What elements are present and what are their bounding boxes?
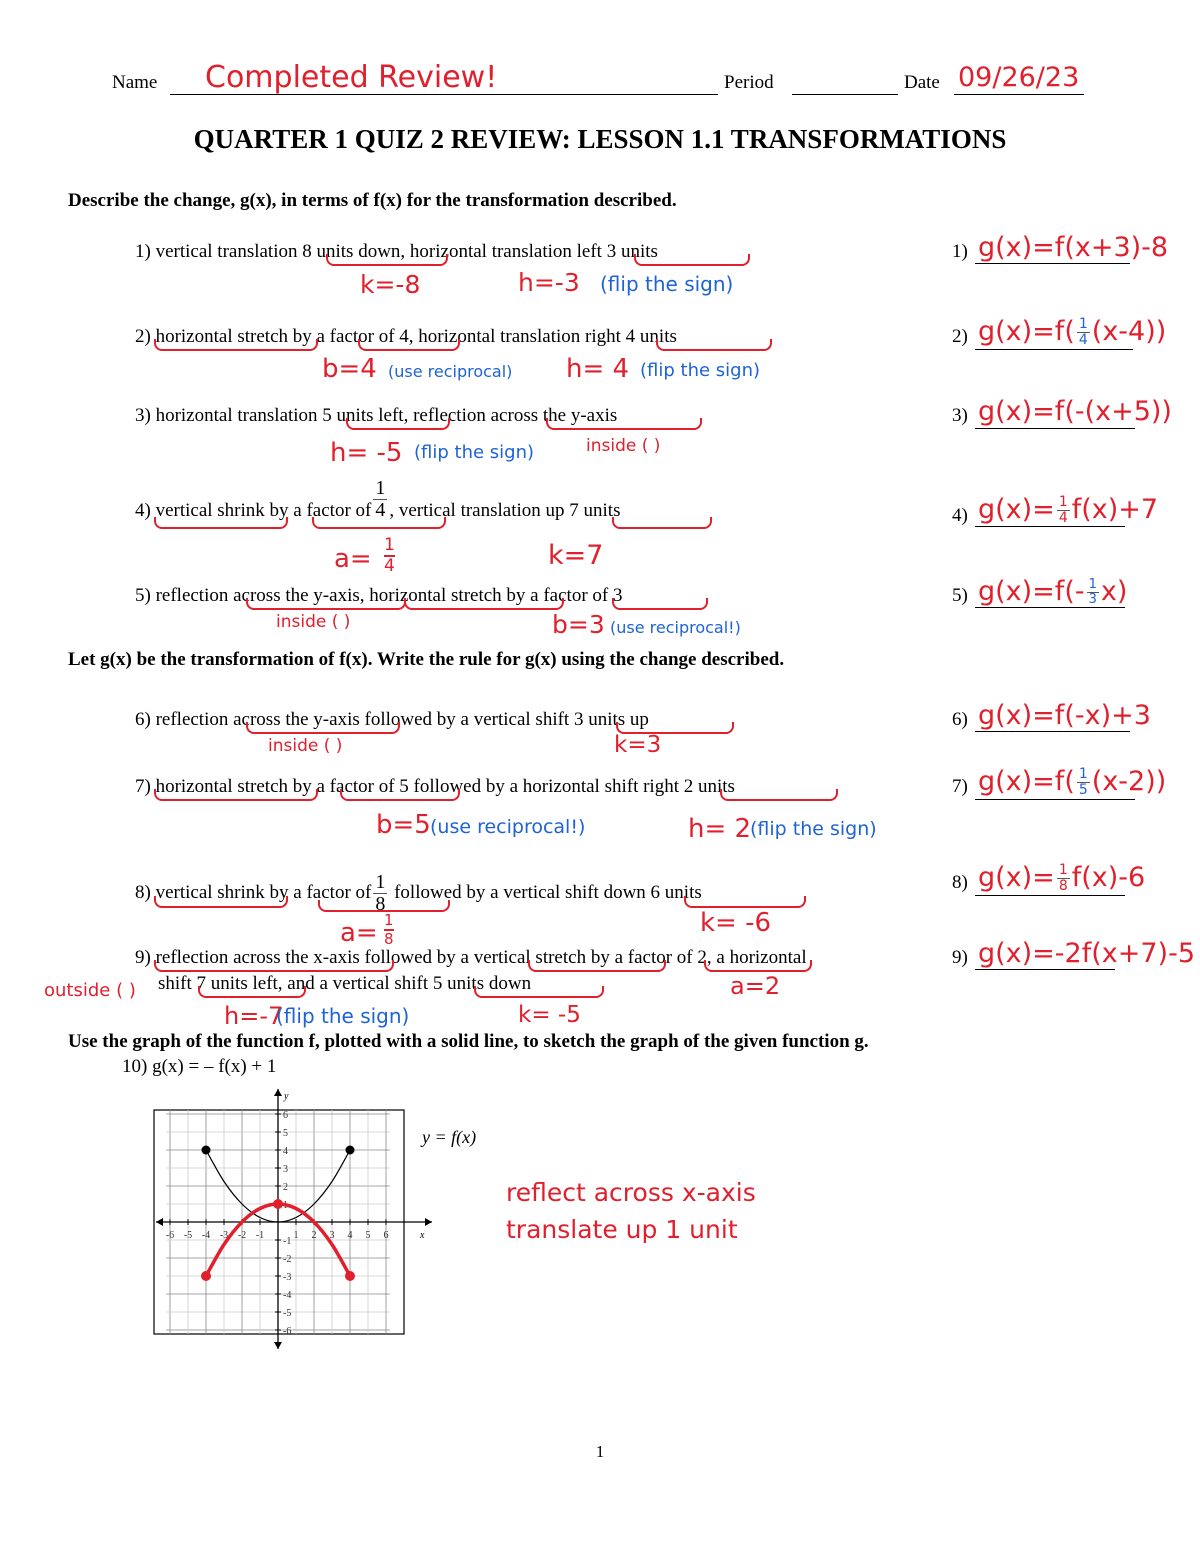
x-tick-label: -3 [219,1230,229,1241]
underline-mark [528,960,666,972]
answer-line [975,526,1125,527]
answer-5-suffix: x) [1100,576,1128,607]
question-9-line-2: shift 7 units left, and a vertical shift 5 units down [158,973,532,994]
answer-6[interactable]: g(x)=f(-x)+3 [978,700,1151,731]
fraction-numerator: 1 [1078,316,1088,333]
answer-8-fraction [1057,863,1070,893]
answer-number-8: 8) [952,872,968,893]
question-3: 3) horizontal translation 5 units left, reflection across the y-axis [135,405,618,426]
note-reflect: reflect across x-axis [506,1178,756,1207]
section2-instruction: Let g(x) be the transformation of f(x). Write the rule for g(x) using the change described. [68,649,785,670]
fraction-numerator: 1 [1088,577,1097,593]
answer-7[interactable] [978,766,1166,798]
underline-mark [154,896,288,908]
answer-7-fraction [1077,767,1090,797]
answer-3[interactable]: g(x)=f(-(x+5)) [978,396,1172,427]
graph-label: y = f(x) [422,1127,477,1147]
answer-9[interactable]: g(x)=-2f(x+7)-5 [978,938,1196,969]
note-translate: translate up 1 unit [506,1215,738,1244]
name-value[interactable]: Completed Review! [205,60,498,95]
fraction-numerator: 1 [375,477,386,499]
answer-4[interactable] [978,494,1158,526]
fraction-denominator: 4 [1078,332,1088,348]
note-outside: outside ( ) [44,980,136,1001]
y-tick-label: 6 [283,1110,288,1121]
x-tick-label: -6 [165,1230,175,1241]
answer-4-suffix: f(x)+7 [1071,494,1159,525]
underline-mark [358,339,460,351]
answer-5-fraction [1087,578,1099,606]
question-1: 1) vertical translation 8 units down, horizontal translation left 3 units [135,241,658,262]
underline-mark [720,789,838,801]
underline-mark [612,517,712,529]
answer-number-4: 4) [952,505,968,526]
underline-mark [154,789,318,801]
underline-mark [326,254,448,266]
date-label: Date [904,72,940,93]
answer-number-7: 7) [952,776,968,797]
note-a-fraction [384,536,395,575]
answer-line [975,263,1130,264]
note-inside: inside ( ) [276,612,351,632]
note-k: k= -5 [518,1002,581,1028]
underline-mark [612,598,708,610]
fraction-denominator: 4 [375,499,386,521]
question-6: 6) reflection across the y-axis followed by a vertical shift 3 units up [135,709,649,730]
note-inside: inside ( ) [268,736,343,756]
section1-instruction: Describe the change, g(x), in terms of f(x) for the transformation described. [68,190,677,211]
x-tick-label: 5 [365,1230,371,1241]
answer-number-3: 3) [952,405,968,426]
period-label: Period [724,72,774,93]
note-flip: (flip the sign) [750,818,877,840]
x-tick-label: 2 [311,1230,317,1241]
note-k: k=3 [614,732,662,758]
x-tick-label: 1 [293,1230,299,1241]
y-tick-label: 4 [283,1146,288,1157]
g-vertex [273,1199,283,1209]
f-endpoint [202,1146,211,1155]
question-4-fraction [373,478,387,521]
question-10: 10) g(x) = – f(x) + 1 [122,1056,277,1077]
note-b: b=4 [322,354,377,384]
y-tick-label: -6 [283,1326,292,1337]
note-h: h= 2 [688,814,752,844]
underline-mark [198,986,306,998]
note-b: b=5 [376,810,431,840]
y-tick-label: -5 [283,1308,292,1319]
answer-8[interactable] [978,862,1145,894]
y-axis-arrow-up [274,1089,282,1096]
answer-line [975,895,1125,896]
answer-2-suffix: (x-4)) [1091,316,1167,347]
name-label: Name [112,72,158,93]
g-endpoint [201,1271,211,1281]
underline-mark [546,418,702,430]
fraction-numerator: 1 [384,911,394,929]
note-a: a=2 [730,972,781,1000]
date-line [954,94,1084,95]
underline-mark [154,960,394,972]
y-tick-label: 1 [283,1200,288,1211]
question-2: 2) horizontal stretch by a factor of 4, horizontal translation right 4 units [135,326,677,347]
fraction-numerator: 1 [375,871,386,893]
underline-mark [474,986,604,998]
note-k: k=7 [548,540,604,571]
underline-mark [246,598,406,610]
fraction-numerator: 1 [1058,494,1068,511]
fraction-denominator: 8 [384,929,394,948]
underline-mark [634,254,750,266]
x-tick-label: -1 [255,1230,265,1241]
answer-line [975,731,1130,732]
note-h: h=-7 [224,1002,284,1030]
note-k: k=-8 [360,270,421,299]
answer-5[interactable] [978,576,1127,607]
y-axis-arrow-down [274,1342,282,1349]
answer-8-prefix: g(x)= [978,862,1055,893]
answer-line [975,428,1135,429]
note-reciprocal: (use reciprocal!) [610,618,741,637]
y-tick-label: 5 [283,1128,288,1139]
fraction-numerator: 1 [1058,862,1068,879]
note-k: k= -6 [700,908,772,938]
question-4-text-a: 4) vertical shrink by a factor of [135,499,372,521]
fraction-denominator: 5 [1078,782,1088,798]
answer-5-prefix: g(x)=f(- [978,576,1085,607]
g-endpoint [345,1271,355,1281]
note-flip: (flip the sign) [600,272,734,296]
transformation-graph[interactable] [150,1085,440,1355]
note-a: a= [340,918,378,948]
x-tick-label: 6 [383,1230,389,1241]
axis-x-label: x [420,1230,425,1241]
fraction-numerator: 1 [1078,766,1088,783]
question-9-line-1: 9) reflection across the x-axis followed by a vertical stretch by a factor of 2, a horizontal [135,947,807,968]
y-tick-label: -3 [283,1272,292,1283]
x-tick-label: -2 [237,1230,247,1241]
fraction-denominator: 4 [384,555,395,576]
note-inside: inside ( ) [586,436,661,456]
note-flip: (flip the sign) [414,442,535,463]
x-tick-label: -5 [183,1230,193,1241]
underline-mark [656,339,772,351]
note-b: b=3 [552,610,605,639]
question-7: 7) horizontal stretch by a factor of 5 followed by a horizontal shift right 2 units [135,776,735,797]
underline-mark [704,960,812,972]
answer-line [975,607,1125,608]
x-tick-label: 4 [347,1230,353,1241]
note-h: h= 4 [566,354,630,384]
fraction-denominator: 3 [1088,592,1097,607]
date-value[interactable]: 09/26/23 [958,62,1080,93]
y-tick-label: -1 [283,1236,292,1247]
fraction-numerator: 1 [384,535,395,555]
fraction-denominator: 8 [1058,878,1068,894]
note-reciprocal: (use reciprocal!) [430,816,586,838]
x-axis-arrow-right [425,1218,432,1226]
underline-mark [154,517,288,529]
answer-4-fraction [1057,495,1070,525]
fraction-denominator: 4 [1058,510,1068,526]
question-4-text-b: , vertical translation up 7 units [389,499,621,521]
answer-number-5: 5) [952,585,968,606]
x-tick-label: 3 [329,1230,335,1241]
answer-number-1: 1) [952,241,968,262]
underline-mark [684,896,806,908]
answer-2[interactable] [978,316,1166,348]
section3-instruction: Use the graph of the function f, plotted with a solid line, to sketch the graph of the given function g. [68,1031,869,1052]
y-tick-label: 2 [283,1182,288,1193]
note-a: a= [334,544,372,574]
note-reciprocal: (use reciprocal) [388,362,513,381]
answer-number-6: 6) [952,709,968,730]
y-tick-label: -2 [283,1254,292,1265]
answer-2-prefix: g(x)=f( [978,316,1075,347]
underline-mark [154,339,318,351]
f-endpoint [346,1146,355,1155]
underline-mark [312,517,446,529]
fraction-denominator: 8 [375,893,386,915]
y-tick-label: -4 [283,1290,292,1301]
note-flip: (flip the sign) [276,1004,410,1028]
underline-mark [246,722,400,734]
answer-7-prefix: g(x)=f( [978,766,1075,797]
question-8-text-b: followed by a vertical shift down 6 units [394,881,702,903]
note-h: h=-3 [518,268,580,297]
question-5: 5) reflection across the y-axis, horizontal stretch by a factor of 3 [135,585,623,606]
answer-line [975,349,1133,350]
x-axis-arrow-left [156,1218,163,1226]
answer-2-fraction [1077,317,1090,347]
page-number: 1 [595,1442,605,1461]
note-h: h= -5 [330,438,403,468]
underline-mark [346,418,450,430]
question-8-text-a: 8) vertical shrink by a factor of [135,881,372,903]
x-tick-label: -4 [201,1230,211,1241]
underline-mark [404,598,564,610]
page-title: QUARTER 1 QUIZ 2 REVIEW: LESSON 1.1 TRANSFORMATIONS [193,124,1007,154]
answer-number-9: 9) [952,947,968,968]
answer-4-prefix: g(x)= [978,494,1055,525]
answer-line [975,799,1135,800]
period-line[interactable] [792,94,898,95]
answer-8-suffix: f(x)-6 [1071,862,1146,893]
underline-mark [340,789,460,801]
answer-line [975,969,1115,970]
axis-y-label: y [284,1091,289,1102]
answer-7-suffix: (x-2)) [1091,766,1167,797]
note-a-fraction [384,912,394,947]
note-flip: (flip the sign) [640,360,761,381]
answer-number-2: 2) [952,326,968,347]
y-tick-label: 3 [283,1164,288,1175]
answer-1[interactable]: g(x)=f(x+3)-8 [978,232,1169,263]
